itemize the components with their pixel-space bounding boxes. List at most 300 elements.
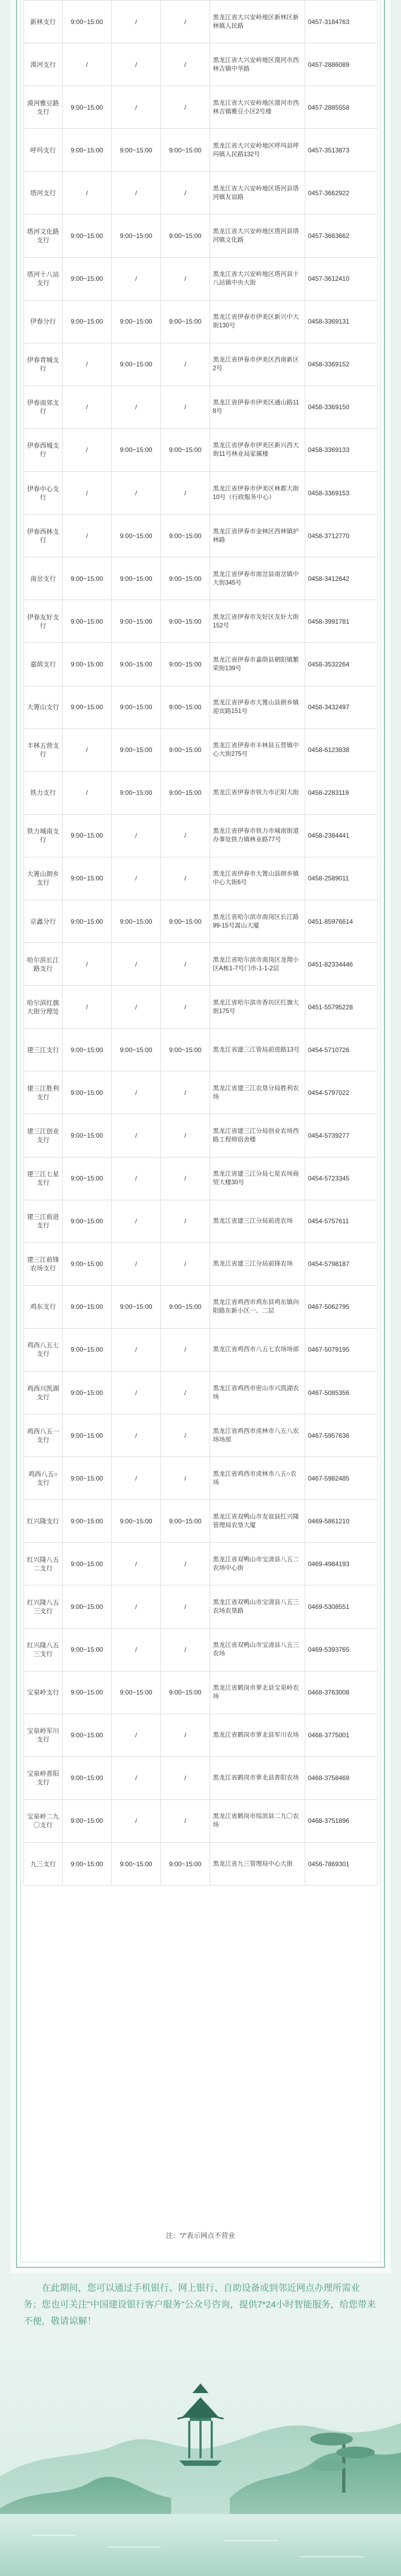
branch-address-cell: 黑龙江省鹤岗市萝北县普阳农场 bbox=[210, 1757, 305, 1799]
hours-day1-cell: 9:00~15:00 bbox=[63, 857, 112, 900]
hours-day1-cell: 9:00~15:00 bbox=[63, 257, 112, 300]
hours-day3-cell: / bbox=[161, 857, 210, 900]
hours-day3-cell: / bbox=[161, 1371, 210, 1414]
closing-message: 在此期间，您可以通过手机银行、网上银行、自助设备或到邻近网点办理所需业务；您也可关注"中国建设银行客户服务"公众号咨询，提供7*24小时智能服务，给您带来不便，敬请谅解！ bbox=[24, 2283, 376, 2326]
hours-day1-cell: 9:00~15:00 bbox=[63, 1, 112, 43]
branch-address-cell: 黑龙江省建三江管局前进路13号 bbox=[210, 1029, 305, 1071]
hours-day2-cell: 9:00~15:00 bbox=[112, 343, 161, 386]
branch-address-cell: 黑龙江省鹤岗市萝北县军川农场 bbox=[210, 1714, 305, 1757]
hours-day2-cell: / bbox=[112, 1157, 161, 1200]
table-row bbox=[24, 1328, 378, 1371]
branch-phone-cell: 0458-2384441 bbox=[305, 814, 378, 857]
hours-day2-cell: / bbox=[112, 1328, 161, 1371]
hours-day3-cell: 9:00~15:00 bbox=[161, 771, 210, 814]
hours-day3-cell: 9:00~15:00 bbox=[161, 729, 210, 771]
hours-day2-cell: / bbox=[112, 1628, 161, 1671]
hours-day3-cell: / bbox=[161, 1457, 210, 1500]
hours-day1-cell: / bbox=[63, 515, 112, 557]
hours-day3-cell: / bbox=[161, 1799, 210, 1842]
branch-address-cell: 黑龙江省鸡西市密山市兴凯湖农场 bbox=[210, 1371, 305, 1414]
branch-phone-cell: 0457-2885558 bbox=[305, 86, 378, 129]
table-row bbox=[24, 1585, 378, 1628]
branch-name-cell: 铁力城南支行 bbox=[24, 814, 63, 857]
branch-name-cell: 鸡西八五○支行 bbox=[24, 1457, 63, 1500]
branch-address-cell: 黑龙江省鸡西市八五七农场场部 bbox=[210, 1328, 305, 1371]
hours-day2-cell: / bbox=[112, 1414, 161, 1457]
branch-address-cell: 黑龙江省双鸭山市宝清县八五二农场中心街 bbox=[210, 1543, 305, 1585]
table-row bbox=[24, 1071, 378, 1114]
hours-day1-cell: / bbox=[63, 729, 112, 771]
branch-phone-cell: 0458-3369131 bbox=[305, 300, 378, 343]
branch-phone-cell: 0451-82334446 bbox=[305, 943, 378, 986]
branch-name-cell: 丰林五营支行 bbox=[24, 729, 63, 771]
branch-name-cell: 塔河文化路支行 bbox=[24, 214, 63, 257]
hours-day2-cell: / bbox=[112, 814, 161, 857]
hours-day3-cell: / bbox=[161, 386, 210, 428]
branch-phone-cell: 0457-3513873 bbox=[305, 129, 378, 172]
hours-day2-cell: / bbox=[112, 172, 161, 214]
branch-name-cell: 鸡西八五七支行 bbox=[24, 1328, 63, 1371]
branch-phone-cell: 0454-5757611 bbox=[305, 1200, 378, 1243]
branch-address-cell: 黑龙江省鹤岗市绥滨县二九〇农场 bbox=[210, 1799, 305, 1842]
branch-phone-cell: 0454-5798187 bbox=[305, 1243, 378, 1285]
hours-day2-cell: 9:00~15:00 bbox=[112, 1671, 161, 1714]
hours-day2-cell: / bbox=[112, 386, 161, 428]
hours-day2-cell: 9:00~15:00 bbox=[112, 300, 161, 343]
hours-day2-cell: / bbox=[112, 1071, 161, 1114]
table-row bbox=[24, 686, 378, 729]
table-row bbox=[24, 943, 378, 986]
branch-address-cell: 黑龙江省伊春市伊美区西南新区2号 bbox=[210, 343, 305, 386]
branch-phone-cell: 0454-5797022 bbox=[305, 1071, 378, 1114]
table-row bbox=[24, 857, 378, 900]
table-row bbox=[24, 1243, 378, 1285]
branch-name-cell: 伊春分行 bbox=[24, 300, 63, 343]
hours-day3-cell: 9:00~15:00 bbox=[161, 1029, 210, 1071]
hours-day3-cell: 9:00~15:00 bbox=[161, 428, 210, 471]
branch-name-cell: 宝泉岭支行 bbox=[24, 1671, 63, 1714]
hours-day2-cell: / bbox=[112, 857, 161, 900]
hours-day1-cell: 9:00~15:00 bbox=[63, 686, 112, 729]
hours-day3-cell: / bbox=[161, 1714, 210, 1757]
table-row bbox=[24, 900, 378, 942]
branch-phone-cell: 0468-3751896 bbox=[305, 1799, 378, 1842]
hours-day2-cell: / bbox=[112, 1543, 161, 1585]
hours-day1-cell: 9:00~15:00 bbox=[63, 214, 112, 257]
branch-name-cell: 红兴隆支行 bbox=[24, 1500, 63, 1543]
branch-phone-cell: 0467-5079195 bbox=[305, 1328, 378, 1371]
branch-address-cell: 黑龙江省大兴安岭地区塔河县塔河镇文化路 bbox=[210, 214, 305, 257]
branch-name-cell: 塔河十八站支行 bbox=[24, 257, 63, 300]
branch-address-cell: 黑龙江省伊春市友好区友好大街152号 bbox=[210, 600, 305, 643]
table-row bbox=[24, 1285, 378, 1328]
branch-address-cell: 黑龙江省建三江分局前进农场 bbox=[210, 1200, 305, 1243]
hours-day2-cell: 9:00~15:00 bbox=[112, 1500, 161, 1543]
hours-day2-cell: / bbox=[112, 1585, 161, 1628]
hours-day3-cell: / bbox=[161, 43, 210, 86]
hours-day3-cell: / bbox=[161, 1200, 210, 1243]
hours-day1-cell: 9:00~15:00 bbox=[63, 300, 112, 343]
table-row bbox=[24, 557, 378, 600]
hours-day2-cell: / bbox=[112, 1757, 161, 1799]
branch-phone-cell: 0468-3775001 bbox=[305, 1714, 378, 1757]
branch-address-cell: 黑龙江省哈尔滨市香坊区红旗大街175号 bbox=[210, 986, 305, 1029]
hours-day3-cell: / bbox=[161, 814, 210, 857]
branch-address-cell: 黑龙江省伊春市丰林县五营镇中心大街275号 bbox=[210, 729, 305, 771]
hours-day3-cell: 9:00~15:00 bbox=[161, 557, 210, 600]
branch-phone-cell: 0468-3758469 bbox=[305, 1757, 378, 1799]
hours-day2-cell: / bbox=[112, 986, 161, 1029]
hours-day2-cell: / bbox=[112, 943, 161, 986]
hours-day1-cell: / bbox=[63, 343, 112, 386]
branch-name-cell: 伊春青城支行 bbox=[24, 343, 63, 386]
table-row bbox=[24, 1799, 378, 1842]
branch-address-cell: 黑龙江省建三江农垦分局胜利农场 bbox=[210, 1071, 305, 1114]
branch-address-cell: 黑龙江省鸡西市虎林市八五八农场场部 bbox=[210, 1414, 305, 1457]
hours-day1-cell: 9:00~15:00 bbox=[63, 1671, 112, 1714]
branch-phone-cell: 0458-3369152 bbox=[305, 343, 378, 386]
branch-phone-cell: 0458-3369153 bbox=[305, 472, 378, 515]
table-row bbox=[24, 1, 378, 43]
hours-day3-cell: / bbox=[161, 172, 210, 214]
branch-name-cell: 建三江前锋农场支行 bbox=[24, 1243, 63, 1285]
branch-phone-cell: 0454-5739277 bbox=[305, 1114, 378, 1157]
branch-address-cell: 黑龙江省双鸭山市宝清县八五三农场农垦路 bbox=[210, 1585, 305, 1628]
branch-phone-cell: 0469-5308551 bbox=[305, 1585, 378, 1628]
hours-day1-cell: 9:00~15:00 bbox=[63, 1585, 112, 1628]
branch-name-cell: 宝泉岭普阳支行 bbox=[24, 1757, 63, 1799]
branch-name-cell: 漠河支行 bbox=[24, 43, 63, 86]
branch-name-cell: 漠河雅豆路支行 bbox=[24, 86, 63, 129]
lake bbox=[0, 2514, 401, 2576]
branch-phone-cell: 0457-3663662 bbox=[305, 214, 378, 257]
landscape-illustration bbox=[0, 2337, 401, 2576]
branch-phone-cell: 0457-2886089 bbox=[305, 43, 378, 86]
branch-address-cell: 黑龙江省伊春市金林区西林镇护林路 bbox=[210, 515, 305, 557]
table-row bbox=[24, 1200, 378, 1243]
branch-phone-cell: 0454-5710726 bbox=[305, 1029, 378, 1071]
hours-day2-cell: 9:00~15:00 bbox=[112, 600, 161, 643]
table-row bbox=[24, 172, 378, 214]
hours-day1-cell: 9:00~15:00 bbox=[63, 129, 112, 172]
hours-day2-cell: 9:00~15:00 bbox=[112, 129, 161, 172]
hours-day2-cell: / bbox=[112, 1243, 161, 1285]
branch-name-cell: 红兴隆八五三支行 bbox=[24, 1585, 63, 1628]
hours-day1-cell: / bbox=[63, 986, 112, 1029]
branch-address-cell: 黑龙江省哈尔滨市南岗区长江路99-15号嵩山大厦 bbox=[210, 900, 305, 942]
hours-day2-cell: 9:00~15:00 bbox=[112, 643, 161, 686]
branch-address-cell: 黑龙江省大兴安岭地区塔河县塔河镇友谊路 bbox=[210, 172, 305, 214]
branch-name-cell: 伊春友好支行 bbox=[24, 600, 63, 643]
branch-name-cell: 建三江胜利支行 bbox=[24, 1071, 63, 1114]
branch-hours-table bbox=[24, 0, 378, 1885]
table-row bbox=[24, 1457, 378, 1500]
hours-day3-cell: 9:00~15:00 bbox=[161, 300, 210, 343]
branch-phone-cell: 0458-6123838 bbox=[305, 729, 378, 771]
branch-name-cell: 宝泉岭二九〇支行 bbox=[24, 1799, 63, 1842]
hours-day3-cell: / bbox=[161, 1243, 210, 1285]
table-row bbox=[24, 1114, 378, 1157]
hours-day1-cell: / bbox=[63, 943, 112, 986]
hours-day2-cell: 9:00~15:00 bbox=[112, 1029, 161, 1071]
hours-day3-cell: / bbox=[161, 1414, 210, 1457]
hours-day3-cell: / bbox=[161, 1757, 210, 1799]
hours-day3-cell: / bbox=[161, 1, 210, 43]
branch-phone-cell: 0454-5723345 bbox=[305, 1157, 378, 1200]
branch-address-cell: 黑龙江省伊春市嘉荫县朝阳镇繁荣街139号 bbox=[210, 643, 305, 686]
branch-address-cell: 黑龙江省大兴安岭地区漠河市西林吉镇中华路 bbox=[210, 43, 305, 86]
hours-day1-cell: / bbox=[63, 771, 112, 814]
hours-day3-cell: / bbox=[161, 1157, 210, 1200]
branch-name-cell: 伊春西城支行 bbox=[24, 428, 63, 471]
table-row bbox=[24, 1371, 378, 1414]
hours-day2-cell: 9:00~15:00 bbox=[112, 771, 161, 814]
hours-day2-cell: / bbox=[112, 1371, 161, 1414]
branch-phone-cell: 0457-3184763 bbox=[305, 1, 378, 43]
branch-phone-cell: 0458-2589011 bbox=[305, 857, 378, 900]
branch-name-cell: 宝泉岭军川支行 bbox=[24, 1714, 63, 1757]
branch-name-cell: 京鑫分行 bbox=[24, 900, 63, 942]
hours-day2-cell: / bbox=[112, 1457, 161, 1500]
hours-day2-cell: / bbox=[112, 1, 161, 43]
branch-phone-cell: 0469-5393765 bbox=[305, 1628, 378, 1671]
hours-day2-cell: / bbox=[112, 472, 161, 515]
hours-day1-cell: / bbox=[63, 428, 112, 471]
branch-name-cell: 大箐山支行 bbox=[24, 686, 63, 729]
hours-day2-cell: / bbox=[112, 257, 161, 300]
hours-day1-cell: 9:00~15:00 bbox=[63, 1157, 112, 1200]
hours-day3-cell: / bbox=[161, 1114, 210, 1157]
branch-phone-cell: 0458-3991781 bbox=[305, 600, 378, 643]
table-row bbox=[24, 386, 378, 428]
hours-day3-cell: 9:00~15:00 bbox=[161, 686, 210, 729]
table-row bbox=[24, 1714, 378, 1757]
branch-address-cell: 黑龙江省伊春市大箐山县朗乡镇迎宾路151号 bbox=[210, 686, 305, 729]
branch-phone-cell: 0457-3662922 bbox=[305, 172, 378, 214]
table-row bbox=[24, 257, 378, 300]
branch-name-cell: 鸡东支行 bbox=[24, 1285, 63, 1328]
hours-day1-cell: / bbox=[63, 386, 112, 428]
branch-phone-cell: 0469-4984193 bbox=[305, 1543, 378, 1585]
hours-day2-cell: 9:00~15:00 bbox=[112, 515, 161, 557]
table-row bbox=[24, 515, 378, 557]
branch-address-cell: 黑龙江省建三江分局七星农场商贸大楼30号 bbox=[210, 1157, 305, 1200]
hours-day3-cell: / bbox=[161, 1628, 210, 1671]
hours-day3-cell: 9:00~15:00 bbox=[161, 129, 210, 172]
branch-name-cell: 呼玛支行 bbox=[24, 129, 63, 172]
hours-day3-cell: 9:00~15:00 bbox=[161, 600, 210, 643]
hours-day2-cell: / bbox=[112, 1114, 161, 1157]
hours-day1-cell: 9:00~15:00 bbox=[63, 1071, 112, 1114]
hours-day2-cell: 9:00~15:00 bbox=[112, 686, 161, 729]
branch-name-cell: 建三江创业支行 bbox=[24, 1114, 63, 1157]
hours-day1-cell: 9:00~15:00 bbox=[63, 1414, 112, 1457]
table-note: 注："/"表示网点不营业 bbox=[166, 2232, 235, 2240]
branch-address-cell: 黑龙江省伊春市南岔县南岔镇中大街345号 bbox=[210, 557, 305, 600]
branch-address-cell: 黑龙江省伊春市伊美区新兴西大街11号林业局家属楼 bbox=[210, 428, 305, 471]
branch-address-cell: 黑龙江省大兴安岭地区塔河县十八站镇中央大街 bbox=[210, 257, 305, 300]
table-row bbox=[24, 1628, 378, 1671]
hours-day1-cell: 9:00~15:00 bbox=[63, 1457, 112, 1500]
table-row bbox=[24, 643, 378, 686]
table-row bbox=[24, 1671, 378, 1714]
branch-address-cell: 黑龙江省双鸭山市宝清县八五三农场 bbox=[210, 1628, 305, 1671]
hours-day2-cell: / bbox=[112, 1200, 161, 1243]
branch-phone-cell: 0458-3369150 bbox=[305, 386, 378, 428]
table-row bbox=[24, 1843, 378, 1885]
table-row bbox=[24, 1157, 378, 1200]
hours-day2-cell: / bbox=[112, 1714, 161, 1757]
hours-day1-cell: 9:00~15:00 bbox=[63, 1114, 112, 1157]
hours-day2-cell: 9:00~15:00 bbox=[112, 1285, 161, 1328]
branch-address-cell: 黑龙江省伊春市大箐山县朗乡镇中心大街6号 bbox=[210, 857, 305, 900]
table-row bbox=[24, 214, 378, 257]
hours-day1-cell: / bbox=[63, 472, 112, 515]
table-row bbox=[24, 86, 378, 129]
branch-name-cell: 建三江支行 bbox=[24, 1029, 63, 1071]
branch-name-cell: 九三支行 bbox=[24, 1843, 63, 1885]
branch-address-cell: 黑龙江省大兴安岭地区呼玛县呼玛镇人民路132号 bbox=[210, 129, 305, 172]
hours-day1-cell: 9:00~15:00 bbox=[63, 557, 112, 600]
branch-phone-cell: 0458-3369133 bbox=[305, 428, 378, 471]
branch-phone-cell: 0467-5957636 bbox=[305, 1414, 378, 1457]
hours-day1-cell: 9:00~15:00 bbox=[63, 1843, 112, 1885]
branch-address-cell: 黑龙江省建三江分局创业农场西路工程师宿舍楼 bbox=[210, 1114, 305, 1157]
table-row bbox=[24, 1029, 378, 1071]
hours-day1-cell: 9:00~15:00 bbox=[63, 1029, 112, 1071]
branch-name-cell: 红兴隆八五三支行 bbox=[24, 1628, 63, 1671]
table-row bbox=[24, 729, 378, 771]
table-row bbox=[24, 129, 378, 172]
branch-phone-cell: 0456-7869301 bbox=[305, 1843, 378, 1885]
branch-name-cell: 铁力支行 bbox=[24, 771, 63, 814]
hours-day1-cell: 9:00~15:00 bbox=[63, 1371, 112, 1414]
branch-name-cell: 南岔支行 bbox=[24, 557, 63, 600]
branch-name-cell: 塔河支行 bbox=[24, 172, 63, 214]
table-row bbox=[24, 472, 378, 515]
hours-day1-cell: 9:00~15:00 bbox=[63, 1243, 112, 1285]
hours-day3-cell: 9:00~15:00 bbox=[161, 1500, 210, 1543]
hours-day1-cell: 9:00~15:00 bbox=[63, 1500, 112, 1543]
hours-day3-cell: / bbox=[161, 257, 210, 300]
hours-day3-cell: 9:00~15:00 bbox=[161, 515, 210, 557]
branch-name-cell: 伊春南郊支行 bbox=[24, 386, 63, 428]
branch-phone-cell: 0468-3763008 bbox=[305, 1671, 378, 1714]
branch-name-cell: 大箐山朗乡支行 bbox=[24, 857, 63, 900]
hours-day3-cell: / bbox=[161, 1585, 210, 1628]
table-row bbox=[24, 600, 378, 643]
branch-address-cell: 黑龙江省伊春市伊美区新兴中大街130号 bbox=[210, 300, 305, 343]
hours-day3-cell: / bbox=[161, 943, 210, 986]
table-row bbox=[24, 814, 378, 857]
hours-day2-cell: 9:00~15:00 bbox=[112, 428, 161, 471]
hours-day3-cell: 9:00~15:00 bbox=[161, 1285, 210, 1328]
branch-address-cell: 黑龙江省伊春市伊美区林都大街10号（行政服务中心） bbox=[210, 472, 305, 515]
hours-day3-cell: / bbox=[161, 1071, 210, 1114]
branch-phone-cell: 0457-3612410 bbox=[305, 257, 378, 300]
branch-name-cell: 鸡西兴凯湖支行 bbox=[24, 1371, 63, 1414]
hours-day2-cell: 9:00~15:00 bbox=[112, 1843, 161, 1885]
branch-name-cell: 红兴隆八五二支行 bbox=[24, 1543, 63, 1585]
table-row bbox=[24, 428, 378, 471]
hours-day2-cell: 9:00~15:00 bbox=[112, 557, 161, 600]
hours-day3-cell: 9:00~15:00 bbox=[161, 1843, 210, 1885]
branch-phone-cell: 0458-3412642 bbox=[305, 557, 378, 600]
branch-address-cell: 黑龙江省哈尔滨市南岗区龙翔小区A栋1-7号门市-1-1-2层 bbox=[210, 943, 305, 986]
hours-day2-cell: / bbox=[112, 86, 161, 129]
branch-address-cell: 黑龙江省鸡西市鸡东县鸡东镇向阳路东新小区一、二层 bbox=[210, 1285, 305, 1328]
hours-day3-cell: 9:00~15:00 bbox=[161, 900, 210, 942]
hours-day1-cell: 9:00~15:00 bbox=[63, 814, 112, 857]
branch-address-cell: 黑龙江省双鸭山市友谊县红兴隆管理局农垦大厦 bbox=[210, 1500, 305, 1543]
hours-day1-cell: 9:00~15:00 bbox=[63, 1200, 112, 1243]
branch-address-cell: 黑龙江省伊春市铁力市正阳大街 bbox=[210, 771, 305, 814]
branch-name-cell: 伊春中心支行 bbox=[24, 472, 63, 515]
table-row bbox=[24, 986, 378, 1029]
hours-day1-cell: / bbox=[63, 43, 112, 86]
branch-phone-cell: 0458-3432497 bbox=[305, 686, 378, 729]
hours-day3-cell: 9:00~15:00 bbox=[161, 1671, 210, 1714]
hours-day3-cell: / bbox=[161, 1543, 210, 1585]
branch-phone-cell: 0467-5982485 bbox=[305, 1457, 378, 1500]
table-row bbox=[24, 300, 378, 343]
hours-day1-cell: 9:00~15:00 bbox=[63, 1328, 112, 1371]
hours-day2-cell: 9:00~15:00 bbox=[112, 214, 161, 257]
branch-address-cell: 黑龙江省伊春市伊美区通山路118号 bbox=[210, 386, 305, 428]
table-row bbox=[24, 1414, 378, 1457]
hours-day3-cell: / bbox=[161, 86, 210, 129]
hours-day2-cell: 9:00~15:00 bbox=[112, 900, 161, 942]
branch-name-cell: 鸡西八五一支行 bbox=[24, 1414, 63, 1457]
branch-phone-cell: 0458-2283119 bbox=[305, 771, 378, 814]
table-row bbox=[24, 1543, 378, 1585]
hours-day1-cell: 9:00~15:00 bbox=[63, 1543, 112, 1585]
hours-day1-cell: 9:00~15:00 bbox=[63, 86, 112, 129]
branch-phone-cell: 0467-5062795 bbox=[305, 1285, 378, 1328]
branch-address-cell: 黑龙江省鸡西市虎林市八五○农场 bbox=[210, 1457, 305, 1500]
hours-day1-cell: 9:00~15:00 bbox=[63, 1757, 112, 1799]
hours-day2-cell: / bbox=[112, 43, 161, 86]
table-row bbox=[24, 43, 378, 86]
hours-day3-cell: / bbox=[161, 986, 210, 1029]
hours-day1-cell: 9:00~15:00 bbox=[63, 643, 112, 686]
hours-day3-cell: 9:00~15:00 bbox=[161, 643, 210, 686]
branch-phone-cell: 0458-3712770 bbox=[305, 515, 378, 557]
table-row bbox=[24, 771, 378, 814]
branch-phone-cell: 0451-85976614 bbox=[305, 900, 378, 942]
branch-address-cell: 黑龙江省建三江分局前锋农场 bbox=[210, 1243, 305, 1285]
hours-day1-cell: 9:00~15:00 bbox=[63, 900, 112, 942]
hours-day2-cell: 9:00~15:00 bbox=[112, 729, 161, 771]
table-row bbox=[24, 1500, 378, 1543]
branch-address-cell: 黑龙江省九三管理局中心大街 bbox=[210, 1843, 305, 1885]
branch-name-cell: 哈尔滨红旗大街分理处 bbox=[24, 986, 63, 1029]
hours-day3-cell: / bbox=[161, 343, 210, 386]
hours-day1-cell: 9:00~15:00 bbox=[63, 1714, 112, 1757]
branch-phone-cell: 0458-3532264 bbox=[305, 643, 378, 686]
hours-day3-cell: 9:00~15:00 bbox=[161, 214, 210, 257]
hours-day1-cell: 9:00~15:00 bbox=[63, 1799, 112, 1842]
table-row bbox=[24, 1757, 378, 1799]
hours-day3-cell: / bbox=[161, 472, 210, 515]
hours-day1-cell: 9:00~15:00 bbox=[63, 1628, 112, 1671]
branch-phone-cell: 0451-55795228 bbox=[305, 986, 378, 1029]
branch-address-cell: 黑龙江省大兴安岭地区新林区新林镇人民路 bbox=[210, 1, 305, 43]
branch-name-cell: 建三江前进支行 bbox=[24, 1200, 63, 1243]
branch-name-cell: 建三江七星支行 bbox=[24, 1157, 63, 1200]
branch-phone-cell: 0467-5085356 bbox=[305, 1371, 378, 1414]
hours-day2-cell: / bbox=[112, 1799, 161, 1842]
